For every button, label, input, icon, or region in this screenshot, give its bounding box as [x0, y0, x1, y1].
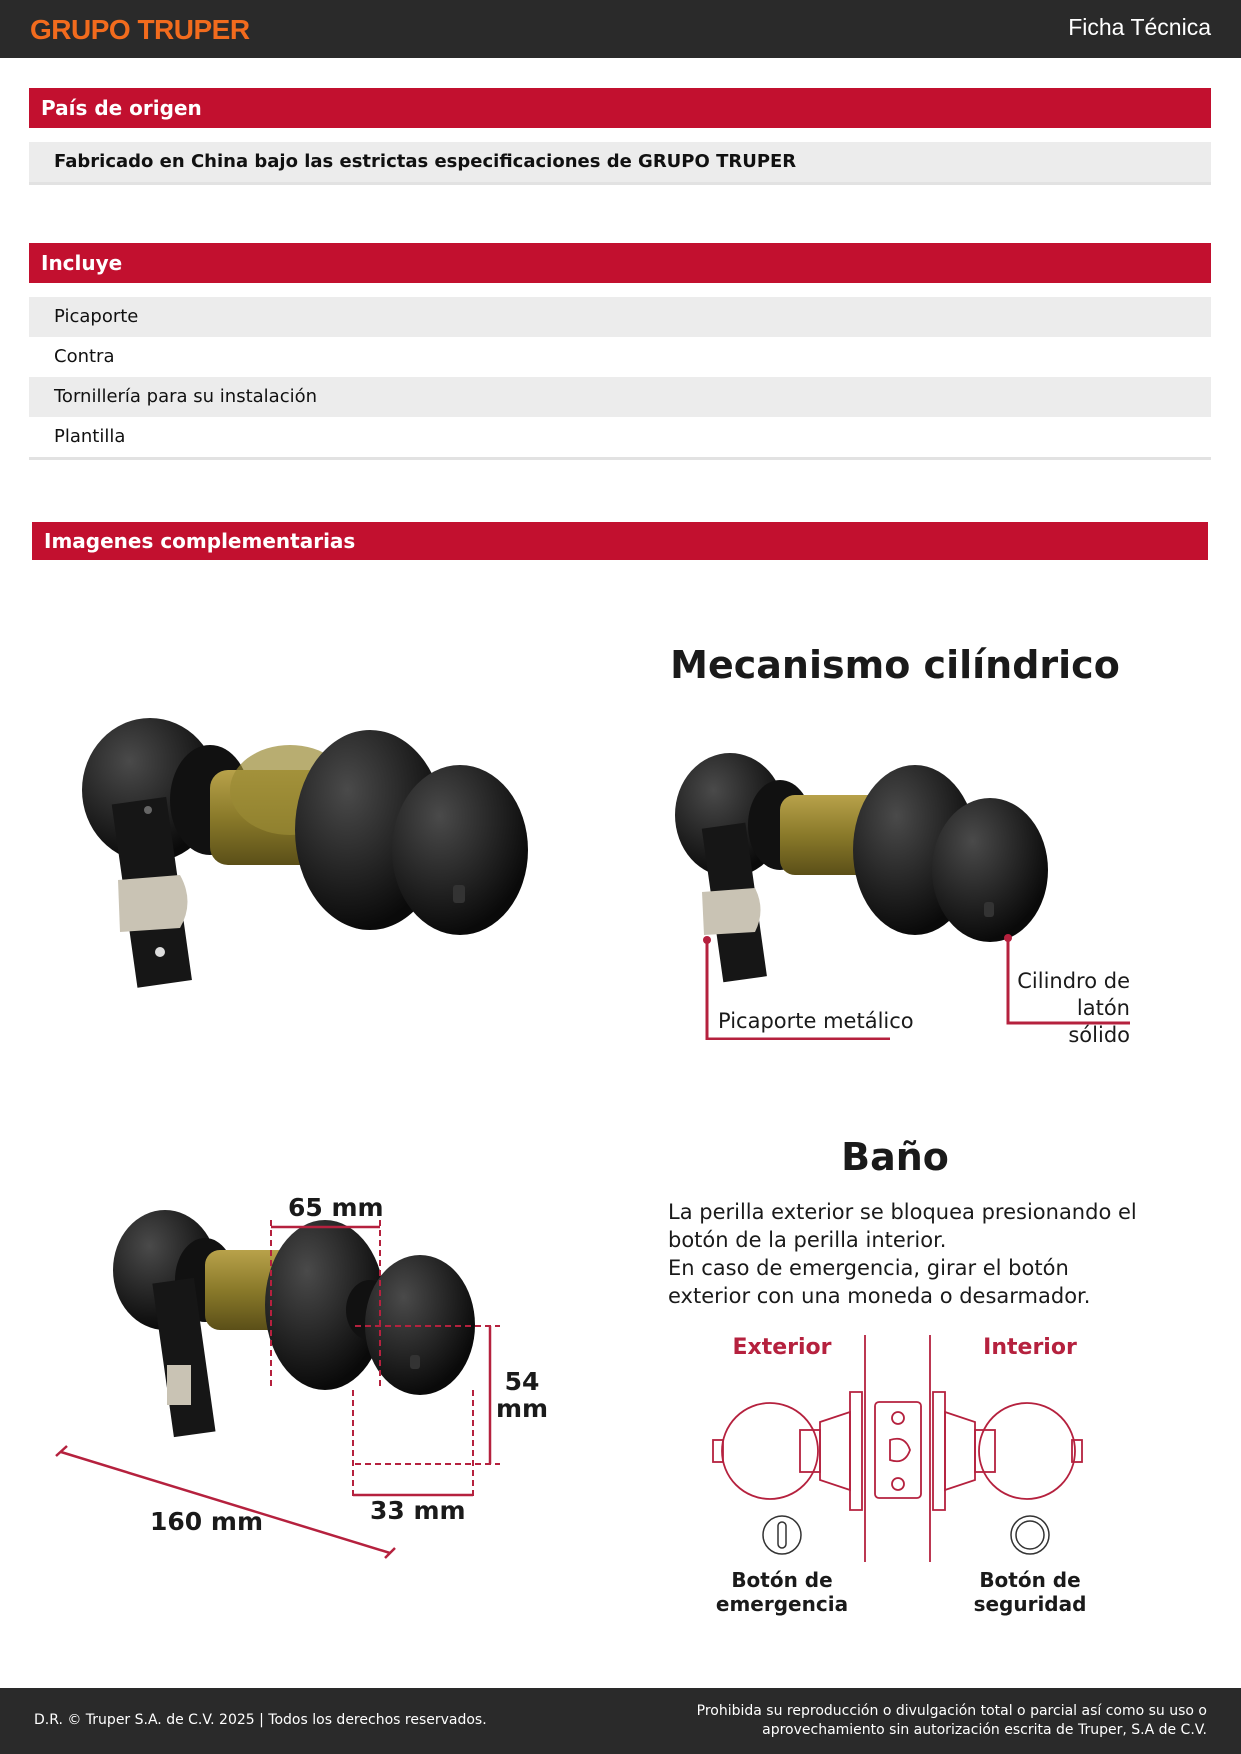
width-dimension: 65 mm [288, 1193, 384, 1222]
copyright-text: D.R. © Truper S.A. de C.V. 2025 | Todos los derechos reservados. [34, 1712, 487, 1728]
cylinder-label-line2: latón sólido [1068, 996, 1130, 1047]
legal-notice-line2: aprovechamiento sin autorización escrita de Truper, S.A de C.V. [762, 1722, 1207, 1738]
origin-divider [29, 182, 1211, 185]
include-item: Tornillería para su instalación [29, 377, 1211, 417]
page-header [0, 0, 1241, 58]
exterior-label: Exterior [732, 1335, 832, 1360]
emergency-label-line2: emergencia [715, 1592, 849, 1616]
include-item: Picaporte [29, 297, 1211, 337]
latch-label: Picaporte metálico [718, 1009, 914, 1033]
security-button-label [950, 1568, 1110, 1616]
images-section-title: Imagenes complementarias [32, 522, 1208, 560]
legal-notice-line1: Prohibida su reproducción o divulgación total o parcial así como su uso o [696, 1703, 1207, 1719]
interior-label: Interior [983, 1335, 1077, 1360]
includes-section-title: Incluye [29, 243, 1211, 283]
bath-description-line1: La perilla exterior se bloquea presionando el botón de la perilla interior. [668, 1200, 1137, 1252]
page-footer [0, 1688, 1241, 1754]
brand-logo: GRUPO TRUPER [30, 14, 250, 45]
includes-divider [29, 457, 1211, 460]
bath-description [668, 1198, 1148, 1310]
include-item: Plantilla [54, 426, 126, 447]
height-dimension-unit: mm [496, 1394, 549, 1423]
include-item: Contra [54, 346, 115, 367]
depth-dimension: 33 mm [370, 1496, 466, 1525]
lock-diagram [700, 1330, 1100, 1570]
origin-section-title: País de origen [29, 88, 1211, 128]
cylinder-label-line1: Cilindro de [1017, 969, 1130, 993]
emergency-button-label [702, 1568, 862, 1616]
bath-title: Baño [841, 1135, 949, 1179]
emergency-label-line1: Botón de [731, 1568, 833, 1592]
security-label-line2: seguridad [973, 1592, 1087, 1616]
length-dimension: 160 mm [150, 1507, 263, 1536]
security-label-line1: Botón de [979, 1568, 1081, 1592]
mechanism-title: Mecanismo cilíndrico [670, 643, 1120, 687]
bath-description-line2: En caso de emergencia, girar el botón exterior con una moneda o desarmador. [668, 1256, 1091, 1308]
doc-type-label: Ficha Técnica [1068, 14, 1211, 40]
cylinder-label [1010, 968, 1130, 1049]
door-knob-product-image [70, 680, 530, 1000]
origin-text: Fabricado en China bajo las estrictas especificaciones de GRUPO TRUPER [29, 142, 1211, 182]
height-dimension [496, 1368, 548, 1422]
legal-notice [647, 1702, 1207, 1740]
height-dimension-value: 54 [504, 1367, 540, 1396]
